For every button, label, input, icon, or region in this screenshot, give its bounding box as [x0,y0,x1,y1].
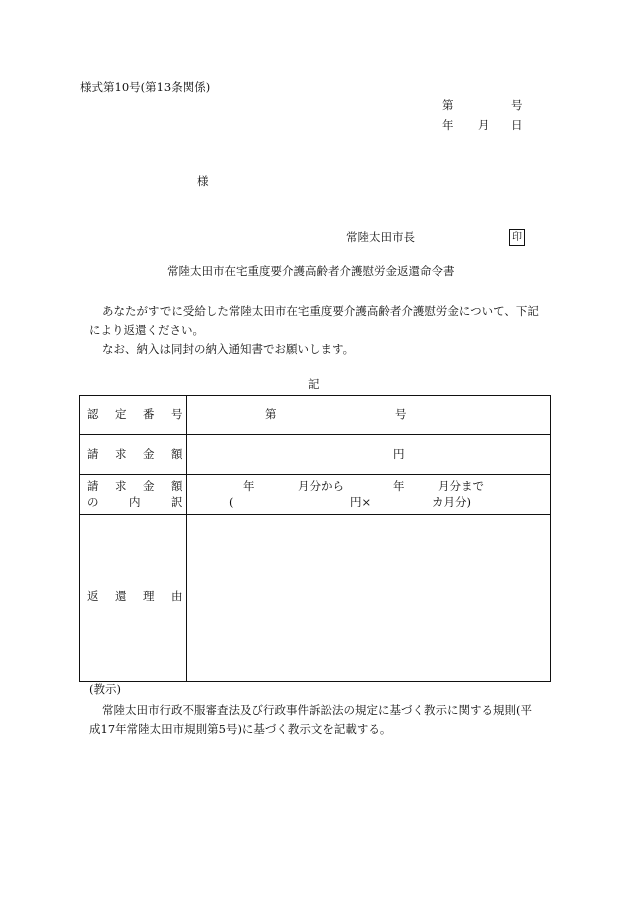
doc-date-day: 日 [511,118,523,132]
form-number: 様式第10号(第13条関係) [80,80,211,94]
doc-number-prefix: 第 [442,98,454,112]
from-month: 月分から [298,479,344,493]
to-year: 年 [393,479,405,493]
value-certification-number[interactable] [187,396,551,435]
label-claim-breakdown: 請 求 金 額 の 内 訳 [80,475,187,515]
months-close: カ月分) [432,495,471,509]
row-claim-amount [80,435,551,475]
from-year: 年 [243,479,255,493]
addressee-suffix: 様 [197,174,209,188]
label-claim-amount: 請 求 金 額 [80,435,187,475]
seal-stamp: 印 [509,229,525,246]
yen-unit: 円 [393,447,405,461]
instruction-line-2: 成17年常陸太田市規則第5号)に基づく教示文を記載する。 [89,722,392,736]
body-line-3: なお、納入は同封の納入通知書でお願いします。 [102,342,355,356]
row-claim-breakdown [80,475,551,515]
refund-table [79,395,551,682]
instruction-heading: (教示) [89,682,121,696]
label-certification-number: 認 定 番 号 [80,396,187,435]
ki-heading: 記 [308,377,320,391]
to-month: 月分まで [438,479,484,493]
body-line-1: あなたがすでに受給した常陸太田市在宅重度要介護高齢者介護慰労金について、下記 [102,304,539,318]
doc-date-month: 月 [478,118,490,132]
doc-number-suffix: 号 [511,98,523,112]
cert-number-prefix: 第 [265,407,277,421]
value-claim-amount[interactable] [187,435,551,475]
open-paren: ( [229,495,234,509]
cert-number-suffix: 号 [395,407,407,421]
body-line-2: により返還ください。 [89,323,204,337]
value-refund-reason[interactable] [187,515,551,682]
instruction-line-1: 常陸太田市行政不服審査法及び行政事件訴訟法の規定に基づく教示に関する規則(平 [102,703,532,717]
row-refund-reason [80,515,551,682]
doc-date-year: 年 [442,118,454,132]
label-refund-reason: 返 還 理 由 [80,515,187,682]
document-title: 常陸太田市在宅重度要介護高齢者介護慰労金返還命令書 [167,264,455,278]
row-certification-number [80,396,551,435]
issuer: 常陸太田市長 [346,230,415,244]
value-claim-breakdown[interactable] [187,475,551,515]
yen-times: 円× [350,495,372,509]
